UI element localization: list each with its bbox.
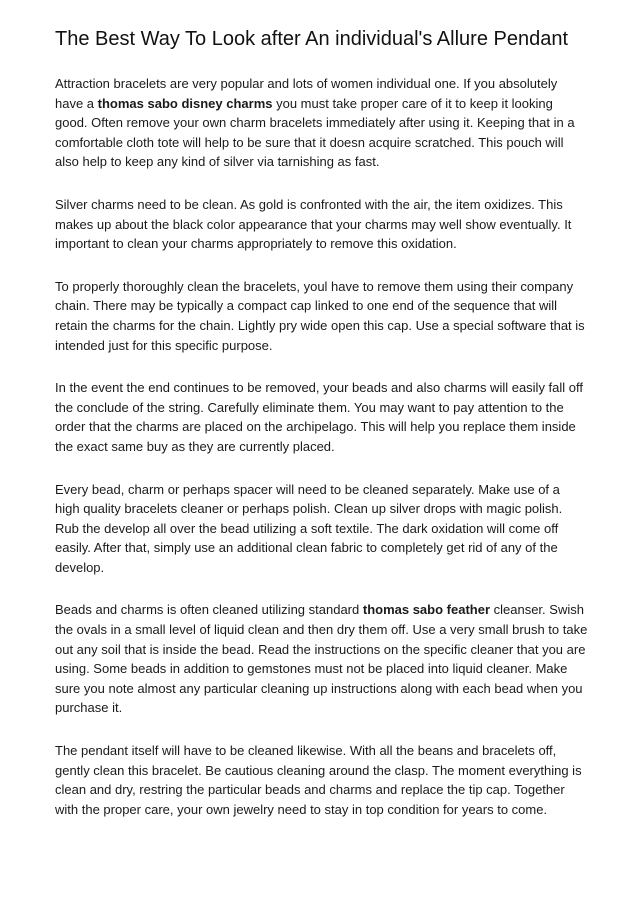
keyword-link-disney-charms: thomas sabo disney charms (97, 95, 273, 111)
paragraph-6 (55, 600, 588, 718)
paragraph-6-text-a: Beads and charms is often cleaned utilizing standard (55, 602, 363, 618)
paragraph-5: Every bead, charm or perhaps spacer will need to be cleaned separately. Make use of a high quality bracelets cleaner or perhaps polish. Clean up silver drops with magic polish. Rub the develop all over the bead utilizing a soft textile. The dark oxidation will come off easily. After that, simply use an additional clean fabric to completely get rid of any of the develop. (55, 481, 563, 575)
paragraph-7: The pendant itself will have to be cleaned likewise. With all the beans and bracelets off, gently clean this bracelet. Be cautious cleaning around the clasp. The moment everything is clean and dry, restring the particular beads and charms and replace the tip cap. Together with the proper care, your own jewelry need to stay in top condition for years to come. (55, 743, 582, 817)
paragraph-4: In the event the end continues to be removed, your beads and also charms will easily fall off the conclude of the string. Carefully eliminate them. You may want to pay attention to the order that the charms are placed on the archipelago. This will help you replace them inside the exact same buy as they are currently placed. (55, 380, 584, 454)
paragraph-3: To properly thoroughly clean the bracelets, youl have to remove them using their company chain. There may be typically a compact cap linked to one end of the sequence that will retain the charms for the chain. Lightly pry wide open this cap. Use a special software that is intended just for this specific purpose. (55, 278, 585, 353)
keyword-link-feather: thomas sabo feather (362, 602, 491, 618)
paragraph-1-text-a: Attraction bracelets are very popular and lots of women individual one. If you absolutely have a (55, 76, 558, 111)
paragraph-1-text-b: you must take proper care of it to keep it looking good. Often remove your own charm bracelets immediately after using it. Keeping that in a comfortable cloth tote will help to be sure that it doesn acquire scratched. This pouch will also help to keep any kind of silver via tarnishing as fast. (55, 95, 575, 170)
paragraph-1 (55, 74, 588, 172)
paragraph-2: Silver charms need to be clean. As gold is confronted with the air, the item oxidizes. This makes up about the black color appearance that your charms may well show eventually. It important to clean your charms appropriately to remove this oxidation. (55, 196, 572, 252)
page-title: The Best Way To Look after An individual's Allure Pendant (55, 28, 569, 50)
paragraph-6-text-b: cleanser. Swish the ovals in a small level of liquid clean and then dry them off. Use a very small brush to take out any soil that is inside the bead. Read the instructions on the specific cleaner that you are using. Some beads in addition to gemstones must not be placed into liquid cleaner. Make sure you note almost any particular cleaning up instructions along with each bead when you purchase it. (55, 602, 588, 716)
